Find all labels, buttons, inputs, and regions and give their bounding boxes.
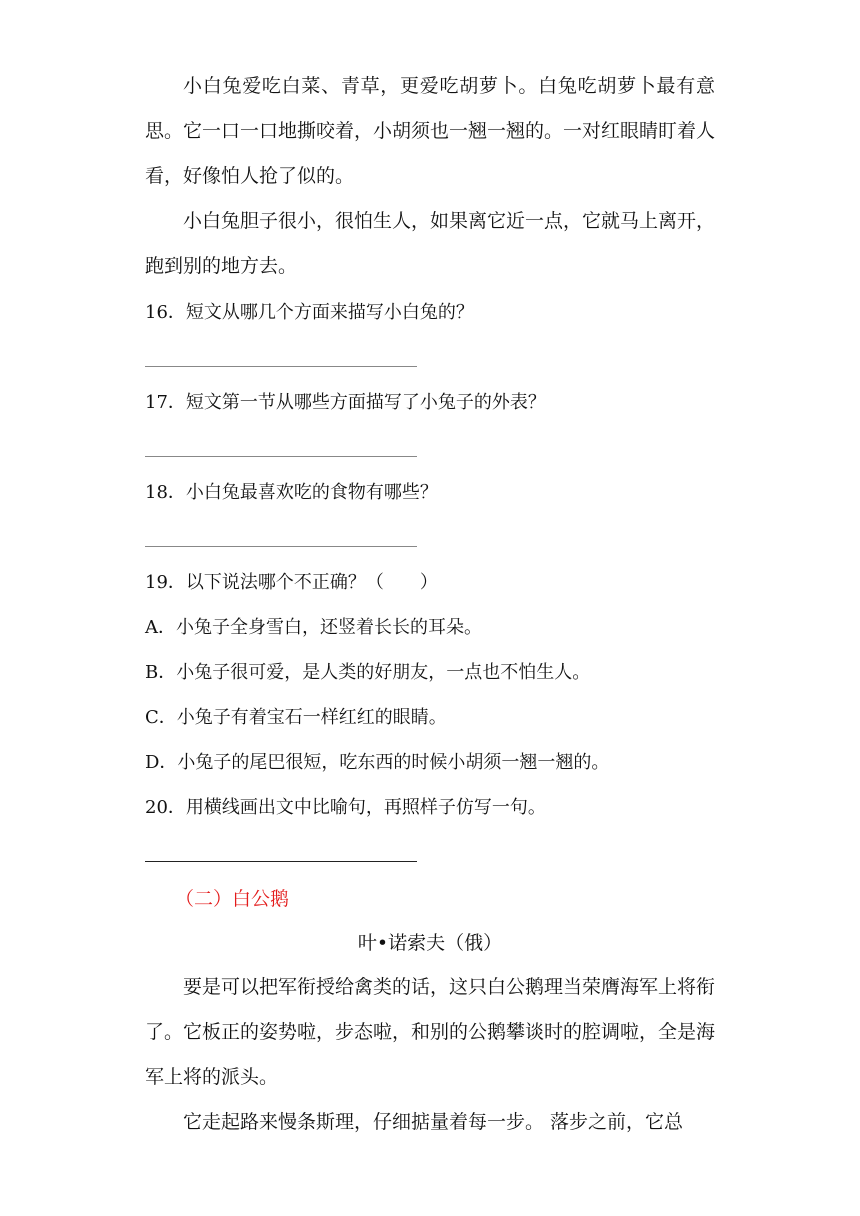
question-16: 16．短文从哪几个方面来描写小白兔的？ bbox=[145, 302, 474, 323]
answer-line-17[interactable] bbox=[145, 456, 417, 457]
question-19: 19．以下说法哪个不正确？（ ） bbox=[145, 572, 438, 593]
question-17: 17．短文第一节从哪些方面描写了小兔子的外表？ bbox=[145, 392, 546, 413]
section2-paragraph-1: 要是可以把军衔授给禽类的话，这只白公鹅理当荣膺海军上将衔了。它板正的姿势啦，步态啦，和别的公鹅攀谈时的腔调啦，全是海军上将的派头。 bbox=[145, 976, 716, 1088]
section-heading: （二）白公鹅 bbox=[175, 888, 290, 910]
passage-paragraph-2: 小白兔胆子很小，很怕生人，如果离它近一点，它就马上离开，跑到别的地方去。 bbox=[145, 210, 716, 277]
answer-line-20[interactable] bbox=[145, 861, 417, 862]
question-18: 18．小白兔最喜欢吃的食物有哪些？ bbox=[145, 482, 438, 503]
answer-line-16[interactable] bbox=[145, 366, 417, 367]
author-line: 叶•诺索夫（俄） bbox=[357, 932, 503, 954]
question-19-option-b: B．小兔子很可爱，是人类的好朋友，一点也不怕生人。 bbox=[145, 662, 591, 683]
question-20: 20．用横线画出文中比喻句，再照样子仿写一句。 bbox=[145, 797, 546, 818]
question-19-option-a: A．小兔子全身雪白，还竖着长长的耳朵。 bbox=[145, 617, 482, 638]
section2-paragraph-2: 它走起路来慢条斯理，仔细掂量着每一步。 落步之前，它总 bbox=[183, 1111, 684, 1133]
question-19-option-d: D．小兔子的尾巴很短，吃东西的时候小胡须一翘一翘的。 bbox=[145, 752, 610, 773]
answer-line-18[interactable] bbox=[145, 546, 417, 547]
passage-paragraph-1: 小白兔爱吃白菜、青草，更爱吃胡萝卜。白兔吃胡萝卜最有意思。它一口一口地撕咬着，小胡须也一翘一翘的。一对红眼睛盯着人看，好像怕人抢了似的。 bbox=[145, 75, 716, 187]
question-19-option-c: C．小兔子有着宝石一样红红的眼睛。 bbox=[145, 707, 447, 728]
